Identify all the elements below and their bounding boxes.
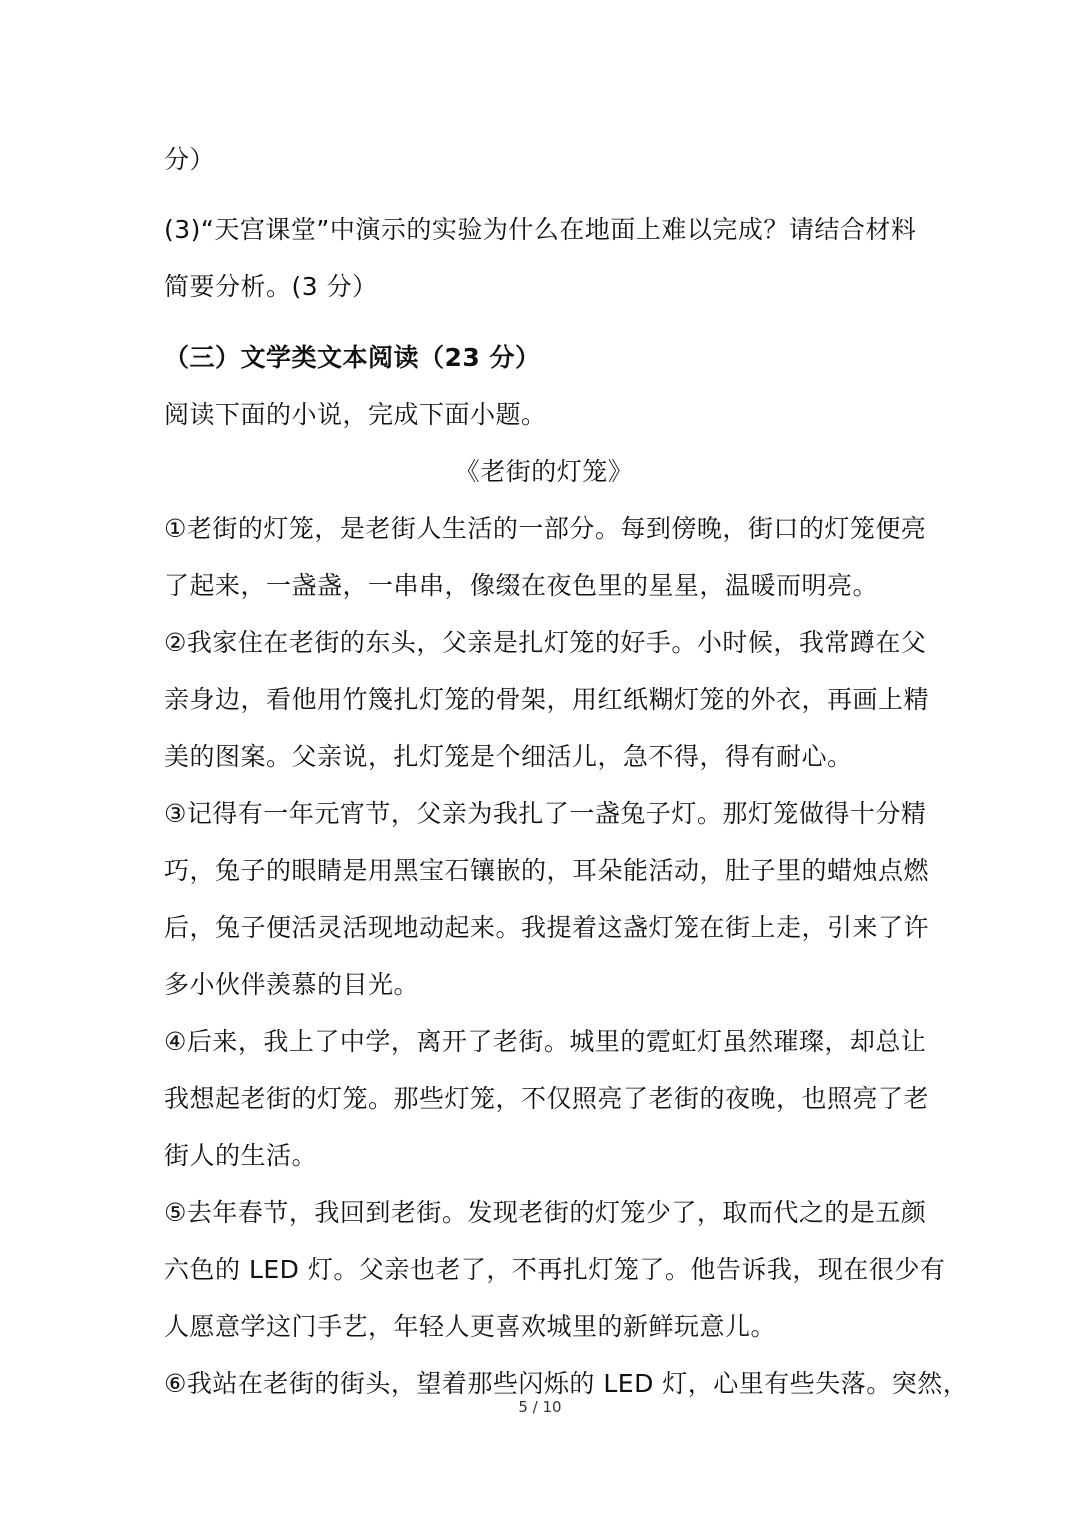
story-line: ④后来，我上了中学，离开了老街。城里的霓虹灯虽然璀璨，却总让 — [164, 1027, 927, 1056]
story-line: 六色的 LED 灯。父亲也老了，不再扎灯笼了。他告诉我，现在很少有 — [164, 1255, 946, 1284]
story-line: 我想起老街的灯笼。那些灯笼，不仅照亮了老街的夜晚，也照亮了老 — [164, 1084, 930, 1113]
question-3-line-1: (3)“天宫课堂”中演示的实验为什么在地面上难以完成？请结合材料 — [164, 215, 917, 244]
story-line: 后，兔子便活灵活现地动起来。我提着这盏灯笼在街上走，引来了许 — [164, 913, 930, 942]
section-instruction: 阅读下面的小说，完成下面小题。 — [164, 400, 547, 429]
story-line: 多小伙伴羡慕的目光。 — [164, 970, 420, 999]
story-line: ①老街的灯笼，是老街人生活的一部分。每到傍晚，街口的灯笼便亮 — [164, 514, 927, 543]
story-line: ②我家住在老街的东头，父亲是扎灯笼的好手。小时候，我常蹲在父 — [164, 628, 927, 657]
story-line: ⑤去年春节，我回到老街。发现老街的灯笼少了，取而代之的是五颜 — [164, 1198, 927, 1227]
story-line: 街人的生活。 — [164, 1141, 318, 1170]
section-heading: （三）文学类文本阅读（23 分） — [164, 343, 541, 372]
question-tail-text: 分） — [164, 145, 216, 174]
story-line: ③记得有一年元宵节，父亲为我扎了一盏兔子灯。那灯笼做得十分精 — [164, 799, 927, 828]
story-line: 美的图案。父亲说，扎灯笼是个细活儿，急不得，得有耐心。 — [164, 742, 853, 771]
story-line: 巧，兔子的眼睛是用黑宝石镶嵌的，耳朵能活动，肚子里的蜡烛点燃 — [164, 856, 930, 885]
page-number: 5 / 10 — [518, 1398, 562, 1416]
story-line: 人愿意学这门手艺，年轻人更喜欢城里的新鲜玩意儿。 — [164, 1312, 777, 1341]
story-title: 《老街的灯笼》 — [454, 457, 634, 486]
story-line: 了起来，一盏盏，一串串，像缀在夜色里的星星，温暖而明亮。 — [164, 571, 879, 600]
story-line: ⑥我站在老街的街头，望着那些闪烁的 LED 灯，心里有些失落。突然， — [164, 1369, 969, 1398]
story-line: 亲身边，看他用竹篾扎灯笼的骨架，用红纸糊灯笼的外衣，再画上精 — [164, 685, 930, 714]
question-3-line-2: 简要分析。(3 分） — [164, 272, 378, 301]
